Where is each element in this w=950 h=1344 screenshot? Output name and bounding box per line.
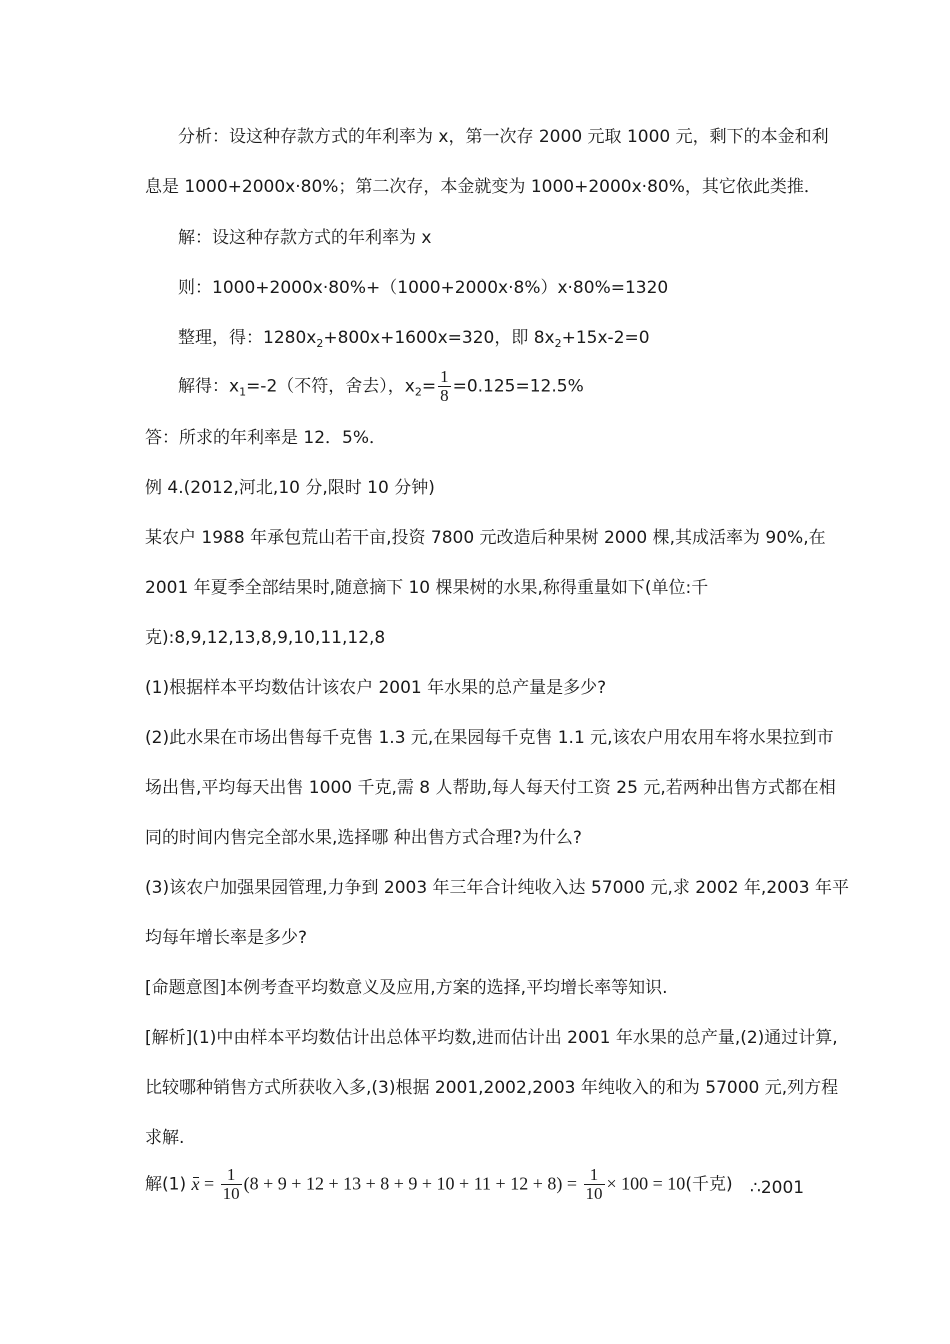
sum-expression: (8 + 9 + 12 + 13 + 8 + 9 + 10 + 11 + 12 + 8) = [243,1173,582,1194]
simplify-text-b: +800x+1600x=320，即 8x [323,328,555,348]
problem-line-2: 2001 年夏季全部结果时,随意摘下 10 棵果树的水果,称得重量如下(单位:千 [145,578,709,598]
example-heading: 例 4.(2012,河北,10 分,限时 10 分钟) [145,478,435,498]
simplify-text-c: +15x-2=0 [561,328,650,348]
mean-formula-line [145,1166,733,1203]
analysis-note-3: 求解. [145,1128,185,1148]
x-bar-symbol: x [191,1173,200,1194]
subscript-1: 1 [239,385,247,399]
equals-sign: = [199,1173,219,1194]
question-3-line-1: (3)该农户加强果园管理,力争到 2003 年三年合计纯收入达 57000 元,求 2002 年,2003 年平 [145,878,849,898]
analysis-note-1: [解析](1)中由样本平均数估计出总体平均数,进而估计出 2001 年水果的总产量,(2)通过计算, [145,1028,838,1048]
roots-text-b: =-2（不符，舍去），x [246,376,415,397]
fraction-one-eighth [438,368,451,405]
roots-text-c: = [421,376,437,397]
roots-line [178,368,584,405]
intent-line: [命题意图]本例考查平均数意义及应用,方案的选择,平均增长率等知识. [145,978,668,998]
answer-line: 答：所求的年利率是 12．5%． [145,428,387,448]
exponent-2: 2 [554,337,562,350]
subscript-2: 2 [414,385,422,399]
fraction-denominator: 8 [440,386,449,405]
fraction-one-tenth [584,1166,605,1203]
analysis-note-2: 比较哪种销售方式所获收入多,(3)根据 2001,2002,2003 年纯收入的和为 57000 元,列方程 [145,1078,839,1098]
unit-label: (千克) [685,1174,733,1195]
fraction-one-tenth [221,1166,242,1203]
fraction-denominator: 10 [585,1184,603,1203]
problem-line-3: 克):8,9,12,13,8,9,10,11,12,8 [145,628,386,648]
question-1: (1)根据样本平均数估计该农户 2001 年水果的总产量是多少? [145,678,607,698]
roots-text-d: =0.125=12.5% [452,376,584,397]
simplify-text-a: 整理，得：1280x [178,328,317,348]
solution-label: 解(1) [145,1174,187,1195]
question-3-line-2: 均每年增长率是多少? [145,928,308,948]
fraction-numerator: 1 [584,1166,605,1185]
analysis-line-2: 息是 1000+2000x·80%；第二次存，本金就变为 1000+2000x·80%，其它依此类推． [145,177,821,197]
equation-line: 则：1000+2000x·80%+（1000+2000x·8%）x·80%=1320 [178,278,669,298]
fraction-numerator: 1 [221,1166,242,1185]
question-2-line-1: (2)此水果在市场出售每千克售 1.3 元,在果园每千克售 1.1 元,该农户用农用车将水果拉到市 [145,728,834,748]
fraction-denominator: 10 [222,1184,240,1203]
analysis-line-1: 分析：设这种存款方式的年利率为 x，第一次存 2000 元取 1000 元，剩下的本金和利 [178,127,829,147]
simplify-line [178,326,650,356]
exponent-2: 2 [316,337,324,350]
problem-line-1: 某农户 1988 年承包荒山若干亩,投资 7800 元改造后种果树 2000 棵,其成活率为 90%,在 [145,528,826,548]
therefore-text: ∴2001 [750,1178,805,1198]
result-expression: × 100 = 10 [606,1173,686,1194]
question-2-line-2: 场出售,平均每天出售 1000 千克,需 8 人帮助,每人每天付工资 25 元,若两种出售方式都在相 [145,778,836,798]
fraction-numerator: 1 [440,367,449,386]
question-2-line-3: 同的时间内售完全部水果,选择哪 种出售方式合理?为什么? [145,828,582,848]
solution-setup: 解：设这种存款方式的年利率为 x [178,228,432,248]
roots-text-a: 解得：x [178,376,240,397]
